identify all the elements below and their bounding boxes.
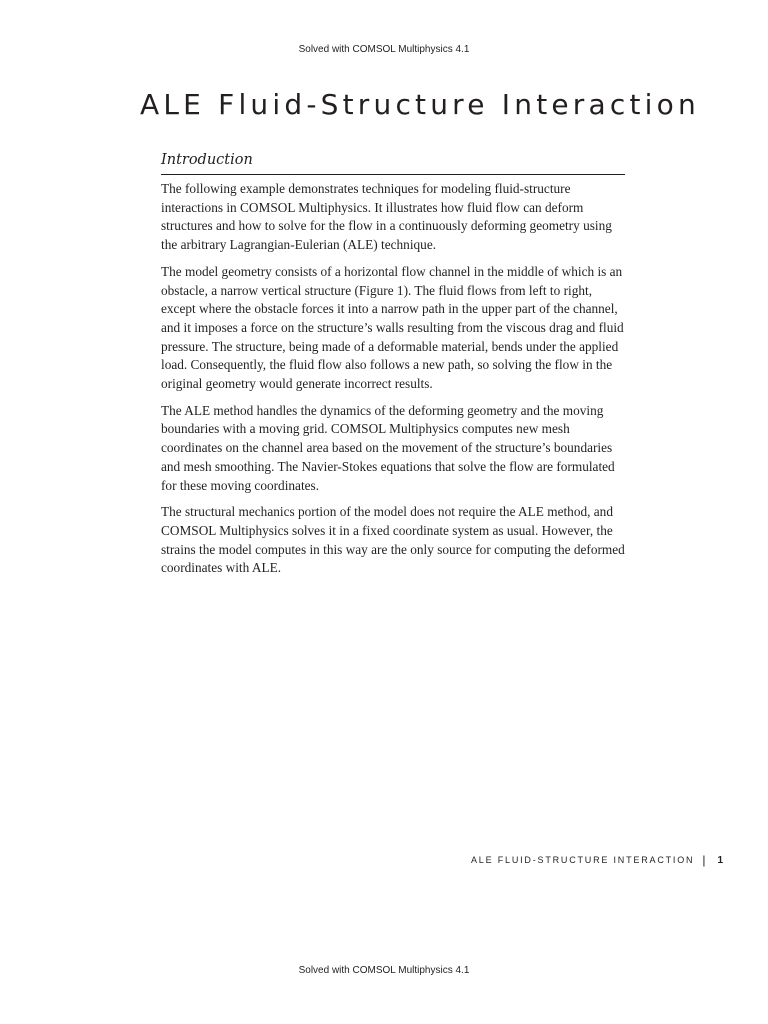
section-heading: Introduction <box>161 152 625 175</box>
document-title: ALE Fluid-Structure Interaction <box>140 88 700 121</box>
page-number: 1 <box>717 854 723 866</box>
running-footer <box>471 853 723 867</box>
paragraph-2: The model geometry consists of a horizontal flow channel in the middle of which is an obstacle, a narrow vertical structure (Figure 1). The fluid flows from left to right, except where the obstacle forces it into a narrow path in the upper part of the channel, and it imposes a force on the structure’s walls resulting from the viscous drag and fluid pressure. The structure, being made of a deformable material, bends under the applied load. Consequently, the fluid flow also follows a new path, so solving the flow in the original geometry would generate incorrect results. <box>161 263 624 392</box>
page-footer-note: Solved with COMSOL Multiphysics 4.1 <box>298 965 470 976</box>
running-footer-separator: | <box>702 853 706 867</box>
paragraph-1: The following example demonstrates techniques for modeling fluid-structure interactions in COMSOL Multiphysics. It illustrates how fluid flow can deform structures and how to solve for the flow in a continuously deforming geometry using the arbitrary Lagrangian-Eulerian (ALE) technique. <box>161 181 612 253</box>
running-footer-label: ALE FLUID-STRUCTURE INTERACTION <box>471 855 695 865</box>
paragraph-3: The ALE method handles the dynamics of the deforming geometry and the moving boundaries with a moving grid. COMSOL Multiphysics computes new mesh coordinates on the channel area based on the movement of the structure’s boundaries and mesh smoothing. The Navier-Stokes equations that solve the flow are formulated for these moving coordinates. <box>161 402 615 493</box>
paragraph-4: The structural mechanics portion of the model does not require the ALE method, and COMSOL Multiphysics solves it in a fixed coordinate system as usual. However, the strains the model computes in this way are the only source for computing the deformed coordinates with ALE. <box>161 504 625 576</box>
page-header-note: Solved with COMSOL Multiphysics 4.1 <box>298 44 470 55</box>
introduction-section <box>161 152 625 586</box>
